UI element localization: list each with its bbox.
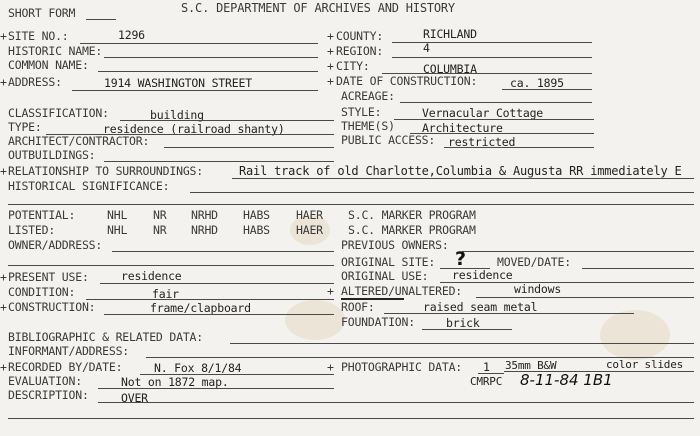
listed-habs[interactable]: HABS xyxy=(243,223,270,237)
plus-mark: + xyxy=(327,59,334,73)
original-use-label: ORIGINAL USE: xyxy=(341,269,429,283)
marker-program-label: S.C. MARKER PROGRAM xyxy=(348,223,476,237)
classification-value: building xyxy=(150,108,204,122)
previous-owners-label: PREVIOUS OWNERS: xyxy=(341,238,449,252)
address-label: ADDRESS: xyxy=(8,75,62,89)
potential-haer[interactable]: HAER xyxy=(296,208,323,222)
roof-value: raised seam metal xyxy=(423,300,538,314)
form-underline xyxy=(476,297,694,298)
form-underline xyxy=(98,71,318,72)
form-underline xyxy=(8,265,334,266)
common-name-label: COMMON NAME: xyxy=(8,58,89,72)
form-underline xyxy=(444,147,594,148)
form-underline xyxy=(440,282,694,283)
plus-mark: + xyxy=(0,300,7,314)
moved-date-label: MOVED/DATE: xyxy=(497,255,571,269)
plus-mark: + xyxy=(327,29,334,43)
style-value: Vernacular Cottage xyxy=(422,106,544,120)
form-underline xyxy=(80,43,318,44)
classification-label: CLASSIFICATION: xyxy=(8,106,109,120)
evaluation-value: Not on 1872 map. xyxy=(121,375,229,389)
public-access-value: restricted xyxy=(448,135,516,149)
city-label: CITY: xyxy=(336,59,370,73)
county-label: COUNTY: xyxy=(336,29,384,43)
relationship-value: Rail track of old Charlotte,Columbia & Augusta RR immediately E xyxy=(239,164,682,178)
form-underline xyxy=(400,102,592,103)
recorded-by-label: RECORDED BY/DATE: xyxy=(8,360,123,374)
listed-nhl[interactable]: NHL xyxy=(107,223,128,237)
form-underline xyxy=(72,90,318,91)
outbuildings-label: OUTBUILDINGS: xyxy=(8,148,96,162)
plus-mark: + xyxy=(327,360,334,374)
paper-stain xyxy=(285,300,345,340)
historical-significance-label: HISTORICAL SIGNIFICANCE: xyxy=(8,179,170,193)
type-label: TYPE: xyxy=(8,120,42,134)
type-value: residence (railroad shanty) xyxy=(103,122,285,136)
original-site-label: ORIGINAL SITE: xyxy=(341,255,436,269)
plus-mark: + xyxy=(0,270,7,284)
photographic-data-count: 1 xyxy=(483,360,490,374)
bibliographic-label: BIBLIOGRAPHIC & RELATED DATA: xyxy=(8,330,203,344)
city-value: COLUMBIA xyxy=(423,62,477,76)
plus-mark: + xyxy=(0,29,7,43)
present-use-label: PRESENT USE: xyxy=(8,270,89,284)
form-underline xyxy=(462,251,694,252)
listed-nr[interactable]: NR xyxy=(153,223,167,237)
original-use-value: residence xyxy=(452,268,513,282)
acreage-label: ACREAGE: xyxy=(341,89,395,103)
form-underline xyxy=(8,418,694,419)
handwritten-photo-date: 8-11-84 1B1 xyxy=(520,371,613,389)
form-underline xyxy=(164,147,334,148)
historic-name-label: HISTORIC NAME: xyxy=(8,44,103,58)
plus-mark: + xyxy=(327,74,334,88)
plus-mark: + xyxy=(0,360,7,374)
description-value: OVER xyxy=(121,391,148,405)
architect-label: ARCHITECT/CONTRACTOR: xyxy=(8,134,150,148)
listed-haer[interactable]: HAER xyxy=(296,223,323,237)
form-title: S.C. DEPARTMENT OF ARCHIVES AND HISTORY xyxy=(181,1,455,15)
listed-label: LISTED: xyxy=(8,223,56,237)
potential-label: POTENTIAL: xyxy=(8,208,76,222)
form-underline xyxy=(502,89,592,90)
form-underline xyxy=(478,373,504,374)
county-value: RICHLAND xyxy=(423,27,477,41)
form-underline xyxy=(98,388,334,389)
form-underline xyxy=(422,329,512,330)
construction-value: frame/clapboard xyxy=(150,301,251,315)
plus-mark: + xyxy=(0,75,7,89)
paper-stain xyxy=(600,310,670,360)
evaluation-label: EVALUATION: xyxy=(8,374,82,388)
form-underline xyxy=(190,192,694,193)
altered-value: windows xyxy=(514,282,562,296)
roof-label: ROOF: xyxy=(341,300,375,314)
form-underline xyxy=(392,42,592,43)
informant-label: INFORMANT/ADDRESS: xyxy=(8,344,130,358)
photographic-film: 35mm B&W xyxy=(505,359,557,372)
listed-nrhd[interactable]: NRHD xyxy=(191,223,218,237)
form-underline xyxy=(582,268,694,269)
foundation-label: FOUNDATION: xyxy=(341,315,415,329)
form-underline xyxy=(112,251,334,252)
present-use-value: residence xyxy=(121,269,182,283)
potential-nhl[interactable]: NHL xyxy=(107,208,128,222)
form-underline xyxy=(8,204,694,205)
date-of-construction-value: ca. 1895 xyxy=(510,76,564,90)
owner-address-label: OWNER/ADDRESS: xyxy=(8,238,103,252)
region-value: 4 xyxy=(423,41,430,55)
public-access-label: PUBLIC ACCESS: xyxy=(341,133,436,147)
form-underline xyxy=(232,178,694,179)
photographic-color: color slides xyxy=(606,358,684,371)
relationship-label: RELATIONSHIP TO SURROUNDINGS: xyxy=(8,164,203,178)
form-underline xyxy=(86,299,334,300)
plus-mark: + xyxy=(0,164,7,178)
cmrpc-stamp: CMRPC xyxy=(470,375,503,388)
form-underline xyxy=(410,133,594,134)
foundation-value: brick xyxy=(446,316,480,330)
form-underline xyxy=(86,19,116,20)
marker-program-label: S.C. MARKER PROGRAM xyxy=(348,208,476,222)
plus-mark: + xyxy=(327,44,334,58)
form-underline xyxy=(120,120,334,121)
construction-label: CONSTRUCTION: xyxy=(8,300,96,314)
form-underline xyxy=(104,314,334,315)
form-underline xyxy=(100,283,334,284)
potential-nrhd[interactable]: NRHD xyxy=(191,208,218,222)
recorded-by-value: N. Fox 8/1/84 xyxy=(154,361,242,375)
condition-label: CONDITION: xyxy=(8,285,76,299)
altered-label: ALTERED/UNALTERED: xyxy=(341,284,463,298)
condition-value: fair xyxy=(152,287,179,301)
region-label: REGION: xyxy=(336,44,384,58)
date-of-construction-label: DATE OF CONSTRUCTION: xyxy=(336,74,478,88)
photographic-data-label: PHOTOGRAPHIC DATA: xyxy=(341,360,463,374)
address-value: 1914 WASHINGTON STREET xyxy=(104,76,252,90)
form-underline xyxy=(104,57,318,58)
potential-habs[interactable]: HABS xyxy=(243,208,270,222)
plus-mark: + xyxy=(327,284,334,298)
short-form-label: SHORT FORM xyxy=(8,6,76,20)
form-underline xyxy=(384,313,634,314)
themes-label: THEME(S) xyxy=(341,119,395,133)
themes-value: Architecture xyxy=(422,121,503,135)
description-label: DESCRIPTION: xyxy=(8,388,89,402)
form-underline xyxy=(230,343,694,344)
potential-nr[interactable]: NR xyxy=(153,208,167,222)
site-no-label: SITE NO.: xyxy=(8,29,69,43)
original-site-value: ? xyxy=(455,248,467,270)
form-underline xyxy=(392,57,592,58)
form-underline xyxy=(394,119,594,120)
form-underline xyxy=(104,161,334,162)
site-no-value: 1296 xyxy=(118,28,145,42)
style-label: STYLE: xyxy=(341,105,382,119)
form-underline xyxy=(98,402,694,403)
